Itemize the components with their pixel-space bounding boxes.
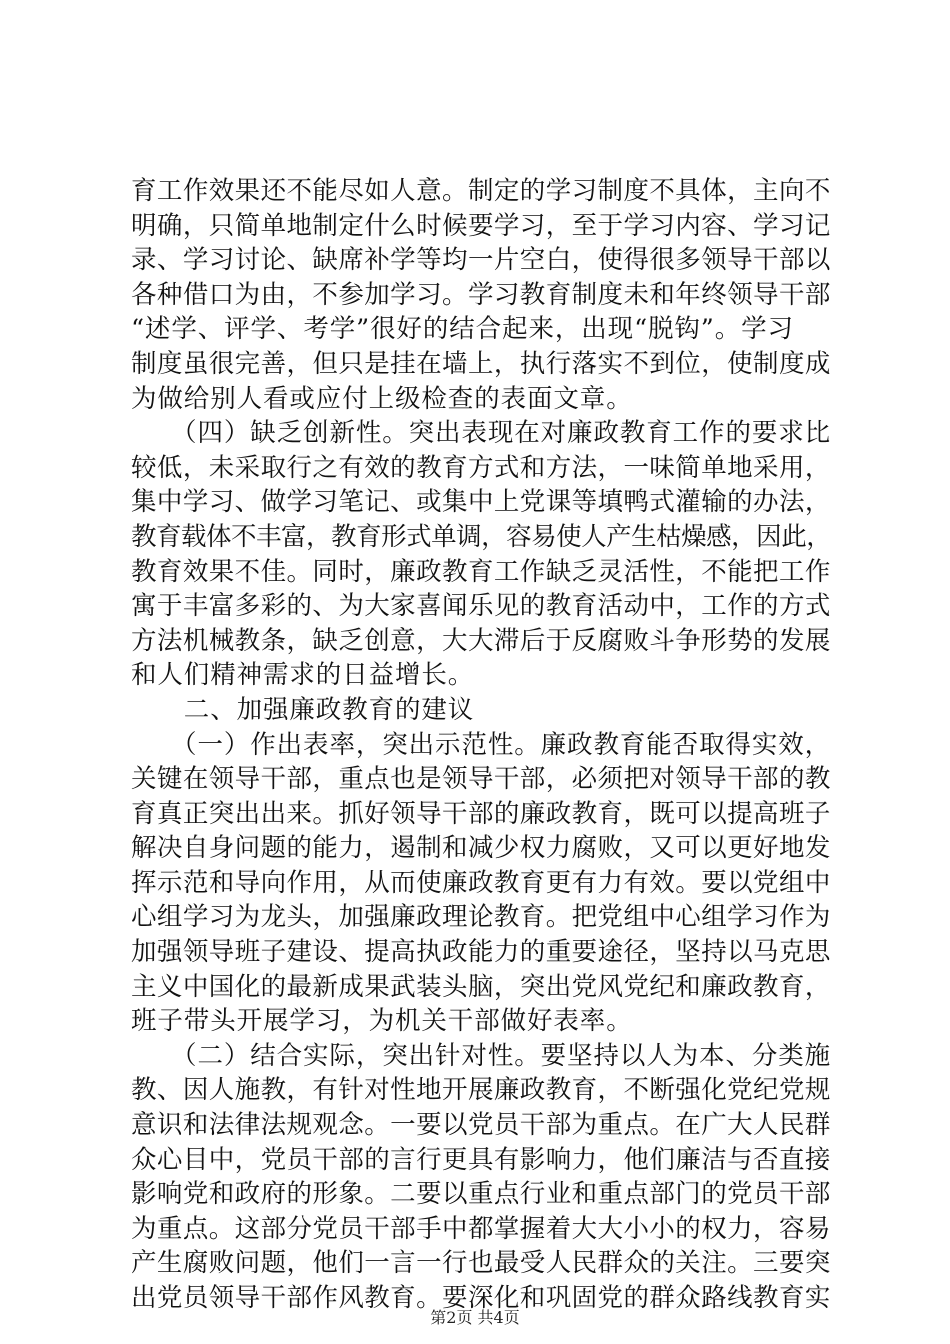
text-line: 产生腐败问题，他们一言一行也最受人民群众的关注。三要突 xyxy=(131,1248,831,1279)
text-line: 和人们精神需求的日益增长。 xyxy=(131,660,475,691)
text-line: 集中学习、做学习笔记、或集中上党课等填鸭式灌输的办法， xyxy=(131,487,831,518)
text-line: （四）缺乏创新性。突出表现在对廉政教育工作的要求比 xyxy=(131,418,832,449)
text-line: 挥示范和导向作用，从而使廉政教育更有力有效。要以党组中 xyxy=(131,867,831,898)
text-line: 教育载体不丰富，教育形式单调，容易使人产生枯燥感，因此， xyxy=(131,521,832,552)
text-line: 班子带头开展学习，为机关干部做好表率。 xyxy=(131,1006,633,1037)
document-body xyxy=(131,174,831,1316)
text-line: 为重点。这部分党员干部手中都掌握着大大小小的权力，容易 xyxy=(131,1213,831,1244)
text-line: “述学、评学、考学”很好的结合起来，出现“脱钩”。学习 xyxy=(131,314,794,345)
text-line: 影响党和政府的形象。二要以重点行业和重点部门的党员干部 xyxy=(131,1179,831,1210)
text-line: 明确，只简单地制定什么时候要学习，至于学习内容、学习记 xyxy=(131,210,831,241)
text-line: 为做给别人看或应付上级检查的表面文章。 xyxy=(131,383,633,414)
text-line: 较低，未采取行之有效的教育方式和方法，一味简单地采用， xyxy=(131,452,831,483)
text-line: 制度虽很完善，但只是挂在墙上，执行落实不到位，使制度成 xyxy=(131,348,831,379)
text-line: 教育效果不佳。同时，廉政教育工作缺乏灵活性，不能把工作 xyxy=(131,556,831,587)
text-line: 意识和法律法规观念。一要以党员干部为重点。在广大人民群 xyxy=(131,1110,831,1141)
text-line: 心组学习为龙头，加强廉政理论教育。把党组中心组学习作为 xyxy=(131,902,831,933)
text-line: 解决自身问题的能力，遏制和减少权力腐败，又可以更好地发 xyxy=(131,833,831,864)
text-line: 加强领导班子建设、提高执政能力的重要途径，坚持以马克思 xyxy=(131,937,831,968)
text-line: （二）结合实际，突出针对性。要坚持以人为本、分类施 xyxy=(131,1040,832,1071)
text-line: （一）作出表率，突出示范性。廉政教育能否取得实效， xyxy=(131,729,832,760)
page-footer: 第2页 共4页 xyxy=(430,1308,520,1327)
text-line: 主义中国化的最新成果武装头脑，突出党风党纪和廉政教育， xyxy=(131,971,831,1002)
text-line: 出党员领导干部作风教育。要深化和巩固党的群众路线教育实 xyxy=(131,1283,831,1313)
text-line: 方法机械教条，缺乏创意，大大滞后于反腐败斗争形势的发展 xyxy=(131,625,831,656)
text-line: 各种借口为由，不参加学习。学习教育制度未和年终领导干部 xyxy=(131,279,831,310)
text-line: 众心目中，党员干部的言行更具有影响力，他们廉洁与否直接 xyxy=(131,1144,831,1175)
text-line: 育工作效果还不能尽如人意。制定的学习制度不具体，主向不 xyxy=(131,176,831,206)
text-line: 关键在领导干部，重点也是领导干部，必须把对领导干部的教 xyxy=(131,764,831,795)
text-line: 育真正突出出来。抓好领导干部的廉政教育，既可以提高班子 xyxy=(131,798,831,829)
text-line: 二、加强廉政教育的建议 xyxy=(131,694,475,725)
text-line: 寓于丰富多彩的、为大家喜闻乐见的教育活动中，工作的方式 xyxy=(131,591,831,622)
text-line: 教、因人施教，有针对性地开展廉政教育，不断强化党纪党规 xyxy=(131,1075,831,1106)
text-line: 录、学习讨论、缺席补学等均一片空白，使得很多领导干部以 xyxy=(131,245,831,276)
